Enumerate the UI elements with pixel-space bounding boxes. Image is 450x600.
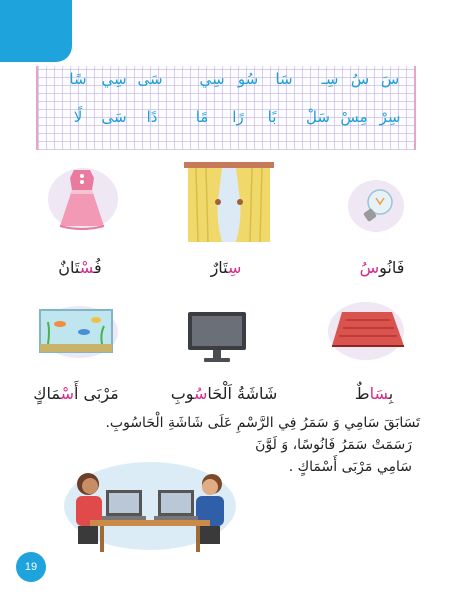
story-line: رَسَمَتْ سَمَرُ فَانُوسًا، وَ لَوَّنَ <box>255 437 412 453</box>
letter-syllable: سِرْ <box>379 108 401 126</box>
aquarium-icon <box>38 306 114 356</box>
letter-syllable: سًا <box>69 70 87 88</box>
letter-syllable: دًا <box>146 108 158 126</box>
letter-syllable: رًا <box>232 108 244 126</box>
rug-icon <box>330 308 406 352</box>
letter-syllable: سِـ <box>321 70 339 88</box>
curtain-icon <box>182 160 276 244</box>
letter-syllable: سَ <box>380 70 400 88</box>
letter-syllable: سَى <box>137 70 163 88</box>
word-curtain: سِتَارٌ <box>210 258 242 277</box>
letter-syllable: سَا <box>275 70 293 88</box>
letter-syllable: لًا <box>73 108 83 126</box>
monitor-icon <box>186 310 248 364</box>
letter-syllable: بًا <box>267 108 277 126</box>
letter-syllable: سُو <box>237 70 259 88</box>
word-dress: فُسْتَانٌ <box>58 258 102 277</box>
letter-row-1 <box>40 70 408 94</box>
letter-syllable: سِي <box>101 70 127 88</box>
light-bulb-icon <box>356 184 400 228</box>
word-computer-screen: شَاشَةُ اَلْحَاسُوبِ <box>170 384 278 403</box>
letter-syllable: سُ <box>350 70 370 88</box>
letter-syllable: سَلْ <box>306 108 330 126</box>
letter-syllable: سَى <box>101 108 127 126</box>
dress-icon <box>52 166 112 234</box>
letter-row-2 <box>40 108 408 132</box>
story-line: تَسَابَقَ سَامِي وَ سَمَرُ فِي الرَّسْمِ عَلَى شَاشَةِ الْحَاسُوبِ. <box>105 415 420 431</box>
word-aquarium: مَرْبَى أَسْمَاكٍ <box>33 384 119 403</box>
corner-tab <box>0 0 72 62</box>
letter-syllable: مِسْ <box>340 108 368 126</box>
page-number: 19 <box>16 552 46 582</box>
letter-syllable: سِي <box>199 70 225 88</box>
word-lantern: فَانُوسُ <box>359 258 405 277</box>
word-rug: بِسَاطٌ <box>354 384 394 403</box>
story-line: سَامِي مَرْبَى أَسْمَاكٍ . <box>288 459 412 475</box>
story-paragraph <box>105 412 420 478</box>
letter-syllable: مًا <box>195 108 209 126</box>
